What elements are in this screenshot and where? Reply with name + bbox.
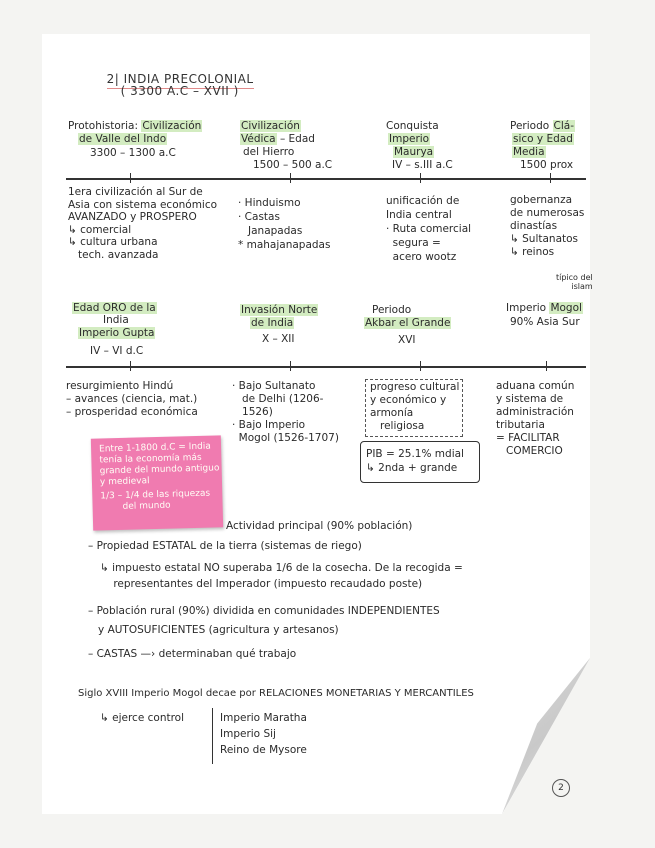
t2-col4-h1 bbox=[506, 302, 583, 315]
row2-col1-line: – avances (ciencia, mat.) bbox=[66, 393, 198, 405]
row2-col4-line: = FACILITAR bbox=[496, 432, 560, 444]
t1-col4-h1 bbox=[510, 120, 575, 133]
sticky-note bbox=[91, 435, 223, 530]
bullet-line: ↳ impuesto estatal NO superaba 1/6 de la cosecha. De la recogida = bbox=[100, 562, 463, 574]
sticky-line: 1/3 – 1/4 de las riquezas bbox=[100, 488, 211, 502]
t1-col4-h3-text: Media bbox=[513, 146, 545, 158]
bullet-line: y AUTOSUFICIENTES (agricultura y artesanos) bbox=[88, 624, 339, 636]
t2-col2-dates: X – XII bbox=[262, 333, 295, 345]
row2-col4-line: aduana común bbox=[496, 380, 575, 392]
footer-item: Reino de Mysore bbox=[220, 744, 307, 756]
t2-col4-h2: 90% Asia Sur bbox=[510, 316, 580, 328]
t1-col2-h2-text: Védica bbox=[241, 133, 276, 145]
row1-col3-line: unificación de bbox=[386, 195, 460, 207]
pib-line: ↳ 2nda + grande bbox=[366, 462, 458, 474]
t2-col2-h1 bbox=[240, 304, 318, 317]
row1-col2 bbox=[238, 196, 330, 252]
footer-item: Imperio Maratha bbox=[220, 712, 307, 724]
timeline-2-line bbox=[66, 366, 586, 368]
t2-col1-h2: India bbox=[103, 314, 129, 326]
t2-col1-h1 bbox=[72, 302, 157, 315]
timeline-2-tick bbox=[546, 361, 547, 371]
row1-col4-line: gobernanza bbox=[510, 194, 573, 206]
row1-col1-line: ↳ cultura urbana bbox=[68, 236, 158, 248]
row1-col3-line: India central bbox=[386, 209, 452, 221]
row2-col2-line: 1526) bbox=[232, 406, 273, 418]
t1-col3-h2 bbox=[388, 133, 430, 146]
row2-col2-line: Mogol (1526-1707) bbox=[232, 432, 339, 444]
row1-col1-line: AVANZADO y PROSPERO bbox=[68, 211, 197, 223]
row1-col4-extra-line: islam bbox=[571, 282, 593, 291]
t1-col2-h2 bbox=[240, 133, 315, 146]
row2-col3-line: progreso cultural bbox=[370, 381, 460, 393]
row1-col1-line: Asia con sistema económico bbox=[68, 198, 218, 211]
timeline-1-tick bbox=[420, 173, 421, 183]
row2-col3 bbox=[370, 381, 459, 433]
t1-col3-dates: IV – s.III a.C bbox=[392, 159, 453, 171]
t1-col4-dates: 1500 prox bbox=[520, 159, 574, 171]
footer-item: Imperio Sij bbox=[220, 728, 276, 740]
sticky-text bbox=[99, 441, 221, 513]
t2-col2-h1-text: Invasión Norte bbox=[241, 304, 318, 316]
row2-col2-line: de Delhi (1206- bbox=[232, 393, 324, 405]
t1-col2-h2b: – Edad bbox=[276, 133, 315, 145]
title bbox=[98, 60, 254, 98]
t2-col4-h1-text: Imperio bbox=[506, 302, 547, 314]
title-range: ( 3300 A.C – XVII ) bbox=[120, 84, 239, 98]
row1-col3-line: segura = bbox=[386, 237, 441, 249]
t1-col2-dates: 1500 – 500 a.C bbox=[253, 159, 333, 171]
sticky-line: grande del mundo antiguo bbox=[99, 463, 220, 477]
row1-col3 bbox=[386, 194, 471, 264]
timeline-1-tick bbox=[290, 173, 291, 183]
t1-col4-h2 bbox=[512, 133, 574, 146]
timeline-2-tick bbox=[420, 361, 421, 371]
row2-col3-line: y económico y bbox=[370, 394, 447, 406]
sticky-line: del mundo bbox=[122, 500, 171, 512]
row2-col2-line: · Bajo Sultanato bbox=[232, 380, 316, 392]
t1-col1-h2-text: de Valle del Indo bbox=[79, 133, 167, 145]
row1-col1-line: ↳ comercial bbox=[68, 223, 132, 236]
row1-col3-line: acero wootz bbox=[386, 251, 457, 263]
row1-col2-line: · Castas bbox=[238, 211, 280, 223]
timeline-1-tick bbox=[130, 173, 131, 183]
row1-col3-line: · Ruta comercial bbox=[386, 223, 472, 235]
row1-col1-line: tech. avanzada bbox=[68, 248, 159, 261]
row2-col4-line: administración bbox=[496, 406, 574, 418]
row1-col2-line: * mahajanapadas bbox=[238, 239, 331, 251]
row1-col2-line: Janapadas bbox=[238, 225, 303, 237]
row2-col1-line: resurgimiento Hindú bbox=[66, 380, 174, 392]
row1-col4-line: ↳ Sultanatos bbox=[510, 233, 579, 245]
sticky-line: y medieval bbox=[99, 476, 150, 488]
t1-col4-h2-text: sico y Edad bbox=[513, 133, 573, 145]
t1-col3-h3-text: Maurya bbox=[394, 146, 434, 158]
row1-col2-line: · Hinduismo bbox=[238, 197, 301, 209]
t1-col1-h2 bbox=[78, 133, 167, 146]
t2-col1-h3 bbox=[78, 327, 155, 340]
row1-col4-line: ↳ reinos bbox=[510, 246, 555, 258]
t1-col3-h1: Conquista bbox=[386, 120, 439, 132]
row2-col4-line: tributaria bbox=[496, 419, 545, 431]
bullet-line: – Propiedad ESTATAL de la tierra (sistemas de riego) bbox=[88, 540, 362, 552]
timeline-2-tick bbox=[130, 361, 131, 371]
timeline-1-line bbox=[66, 178, 586, 180]
timeline-1-tick bbox=[550, 173, 551, 183]
t2-col3-dates: XVI bbox=[398, 334, 416, 346]
t1-col1-header bbox=[68, 120, 202, 133]
row1-col1 bbox=[68, 186, 217, 261]
t1-col2-h1 bbox=[240, 120, 301, 133]
t2-col2-h2 bbox=[250, 317, 294, 330]
footer-items bbox=[220, 710, 307, 758]
row2-col1-line: – prosperidad económica bbox=[66, 406, 198, 418]
bullet-main: Actividad principal (90% población) bbox=[226, 520, 413, 532]
row1-col4-extra-line: típico del bbox=[556, 273, 593, 282]
row1-col1-line: 1era civilización al Sur de bbox=[68, 186, 203, 198]
t2-col3-h2-text: Akbar el Grande bbox=[365, 317, 451, 329]
row1-col4-line: dinastías bbox=[510, 220, 558, 232]
row2-col4 bbox=[496, 380, 574, 458]
row2-col3-line: religiosa bbox=[380, 420, 425, 432]
t2-col2-h2-text: de India bbox=[251, 317, 294, 329]
t2-col1-h3-text: Imperio Gupta bbox=[79, 327, 155, 339]
row2-col1 bbox=[66, 380, 198, 419]
row1-col4 bbox=[510, 194, 584, 259]
row1-col4-line: de numerosas bbox=[510, 207, 585, 219]
bullet-line: representantes del Imperador (impuesto recaudado poste) bbox=[100, 578, 423, 590]
t1-col1-h1: Protohistoria: bbox=[68, 120, 138, 132]
t2-col1-dates: IV – VI d.C bbox=[90, 345, 144, 357]
row2-col4-line: COMERCIO bbox=[496, 445, 563, 457]
t1-col3-h3 bbox=[393, 146, 434, 159]
t1-col1-h1b: Civilización bbox=[142, 120, 202, 132]
title-main: 2| INDIA PRECOLONIAL bbox=[107, 72, 254, 89]
timeline-2-tick bbox=[290, 361, 291, 371]
footer-ejerce: ↳ ejerce control bbox=[100, 712, 185, 724]
t1-col4-h1-text: Periodo bbox=[510, 120, 550, 132]
bullet-line: – CASTAS —› determinaban qué trabajo bbox=[88, 648, 297, 660]
footer-line1: Siglo XVIII Imperio Mogol decae por RELACIONES MONETARIAS Y MERCANTILES bbox=[78, 688, 474, 699]
t2-col4-h1b: Mogol bbox=[550, 302, 582, 314]
t1-col2-h1-text: Civilización bbox=[241, 120, 300, 132]
bullet-line: – Población rural (90%) dividida en comunidades INDEPENDIENTES bbox=[88, 605, 440, 617]
t1-col4-h3 bbox=[512, 146, 546, 159]
t1-col3-h2-text: Imperio bbox=[389, 133, 430, 145]
pib-line: PIB = 25.1% mdial bbox=[366, 448, 464, 460]
t1-col1-dates: 3300 – 1300 a.C bbox=[90, 147, 176, 159]
t1-col4-h1b: Clá- bbox=[553, 120, 574, 132]
t2-col3-h2 bbox=[364, 317, 451, 330]
sticky-line: tenía la economía más bbox=[99, 452, 202, 466]
t2-col1-h1-text: Edad ORO de la bbox=[73, 302, 156, 314]
pib-box-text bbox=[366, 447, 464, 475]
row2-col4-line: y sistema de bbox=[496, 393, 564, 405]
t1-col2-h3: del Hierro bbox=[243, 146, 295, 158]
footer-brace bbox=[212, 708, 213, 764]
sticky-line: Entre 1-1800 d.C = India bbox=[98, 441, 211, 455]
row1-col4-extra bbox=[556, 273, 593, 291]
t2-col3-h1: Periodo bbox=[372, 304, 412, 316]
row2-col2-line: · Bajo Imperio bbox=[232, 419, 306, 431]
row2-col3-line: armonía bbox=[370, 407, 414, 419]
row2-col2 bbox=[232, 380, 339, 445]
page-number: 2 bbox=[552, 779, 570, 797]
